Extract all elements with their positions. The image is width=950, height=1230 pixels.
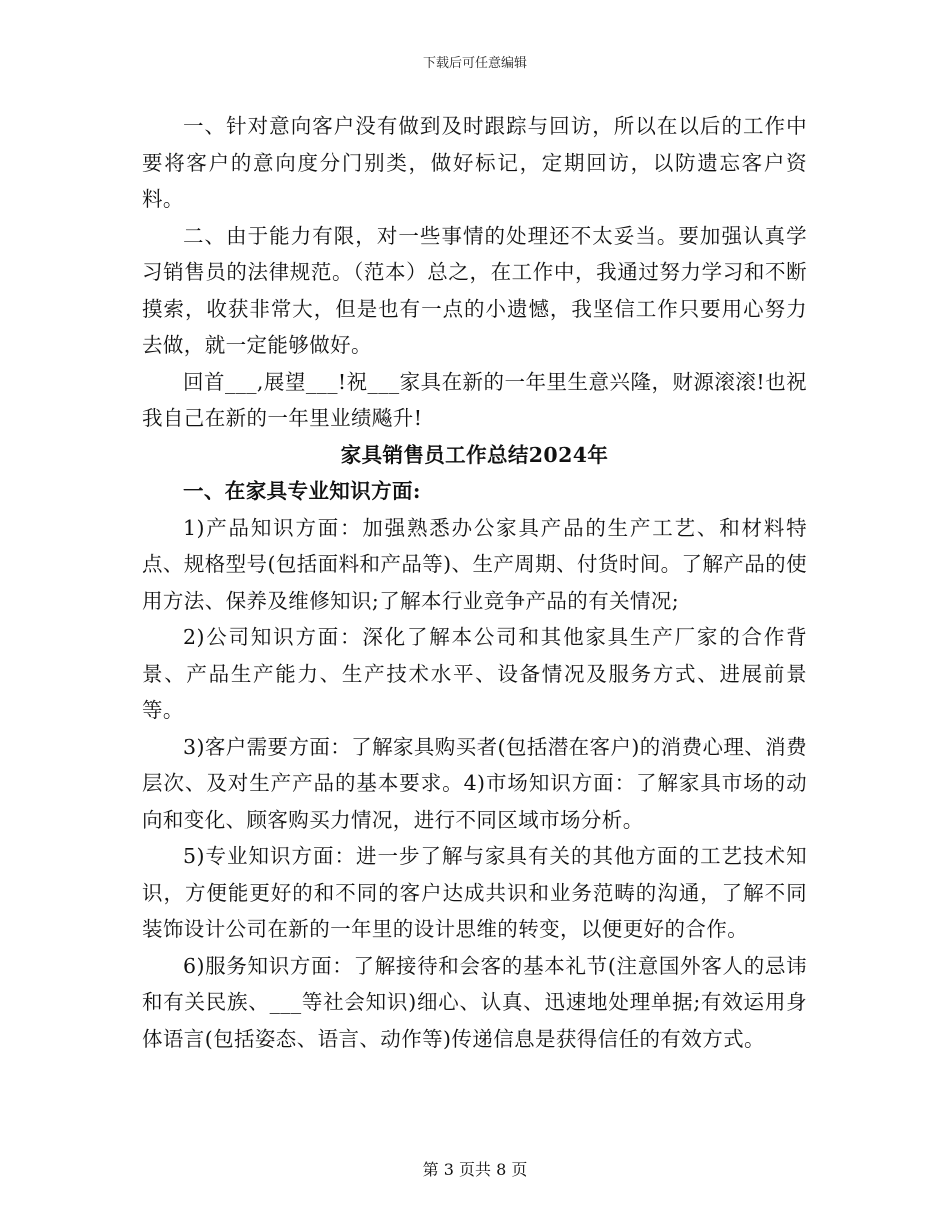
paragraph-intro-3: 回首___,展望___!祝___家具在新的一年里生意兴隆，财源滚滚!也祝我自己在新的一年里业绩飚升! (142, 369, 807, 430)
paragraph-company-knowledge: 2)公司知识方面：深化了解本公司和其他家具生产厂家的合作背景、产品生产能力、生产技术水平、设备情况及服务方式、进展前景等。 (142, 625, 807, 722)
paragraph-product-knowledge: 1)产品知识方面：加强熟悉办公家具产品的生产工艺、和材料特点、规格型号(包括面料和产品等)、生产周期、付货时间。了解产品的使用方法、保养及维修知识;了解本行业竞争产品的有关情况; (142, 515, 807, 613)
paragraph-customer-needs: 3)客户需要方面：了解家具购买者(包括潜在客户)的消费心理、消费层次、及对生产产品的基本要求。4)市场知识方面：了解家具市场的动向和变化、顾客购买力情况，进行不同区域市场分析。 (142, 734, 807, 832)
paragraph-intro-1: 一、针对意向客户没有做到及时跟踪与回访，所以在以后的工作中要将客户的意向度分门别类，做好标记，定期回访，以防遗忘客户资料。 (142, 114, 807, 211)
page-footer: 第 3 页共 8 页 (422, 1160, 528, 1179)
paragraph-intro-2: 二、由于能力有限，对一些事情的处理还不太妥当。要加强认真学习销售员的法律规范。（范本）总之，在工作中，我通过努力学习和不断摸索，收获非常大，但是也有一点的小遗憾，我坚信工作只要用心努力去做，就一定能够做好。 (142, 223, 807, 357)
paragraph-professional-knowledge: 5)专业知识方面：进一步了解与家具有关的其他方面的工艺技术知识，方便能更好的和不同的客户达成共识和业务范畴的沟通，了解不同装饰设计公司在新的一年里的设计思维的转变，以便更好的合作。 (142, 844, 807, 941)
paragraph-service-knowledge: 6)服务知识方面：了解接待和会客的基本礼节(注意国外客人的忌讳和有关民族、___等社会知识)细心、认真、迅速地处理单据;有效运用身体语言(包括姿态、语言、动作等)传递信息是获得信任的有效方式。 (142, 953, 807, 1051)
page-header: 下载后可任意编辑 (422, 56, 527, 71)
document-body (142, 108, 807, 1057)
document-title: 家具销售员工作总结2024年 (340, 442, 609, 467)
section-heading: 一、在家具专业知识方面: (183, 479, 421, 503)
